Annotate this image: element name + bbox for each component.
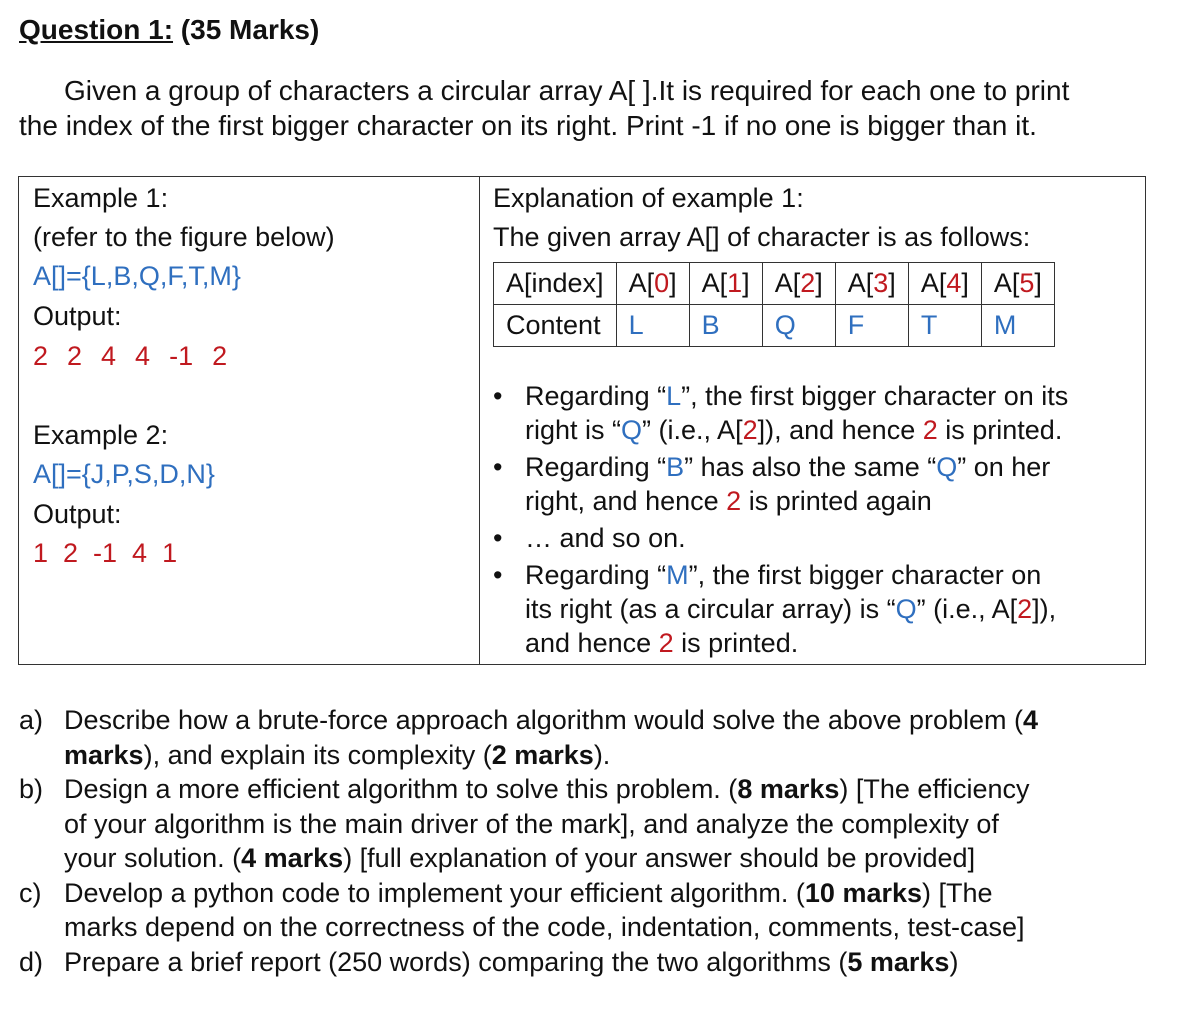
example1-output: 2 2 4 4 -1 2	[33, 341, 228, 371]
task-a: a) Describe how a brute-force approach algorithm would solve the above problem (4 marks), and explain its complexity (2 marks).	[19, 705, 1039, 770]
examples-column	[19, 177, 480, 664]
table-content-row	[494, 305, 1055, 347]
examples-box	[18, 176, 1146, 665]
task-label: b)	[19, 774, 44, 804]
example2-array: A[]={J,P,S,D,N}	[33, 459, 215, 489]
bullet-icon: •	[493, 381, 503, 411]
example1-title: Example 1:	[33, 183, 169, 213]
task-d: d) Prepare a brief report (250 words) comparing the two algorithms (5 marks)	[19, 945, 1184, 980]
list-item: • Regarding “B” has also the same “Q” on her right, and hence 2 is printed again	[493, 452, 1051, 516]
question-title	[19, 14, 319, 46]
bullet-icon: •	[493, 523, 503, 553]
table-cell: A[3]	[835, 263, 908, 305]
task-label: a)	[19, 705, 44, 735]
table-cell: B	[689, 305, 762, 347]
array-table	[493, 262, 1055, 347]
question-label: Question 1:	[19, 14, 174, 45]
table-cell: F	[835, 305, 908, 347]
table-header-row	[494, 263, 1055, 305]
bullet-icon: •	[493, 560, 503, 590]
example2-output-label: Output:	[33, 499, 122, 529]
table-cell: A[1]	[689, 263, 762, 305]
table-cell: T	[908, 305, 981, 347]
explanation-title: Explanation of example 1:	[493, 183, 804, 213]
table-cell: Q	[762, 305, 835, 347]
explanation-subtitle: The given array A[] of character is as follows:	[493, 222, 1031, 252]
intro-line-2: the index of the first bigger character on its right. Print -1 if no one is bigger than it.	[19, 110, 1037, 141]
table-cell: A[5]	[981, 263, 1054, 305]
explanation-bullets	[493, 379, 1133, 663]
explanation-column	[480, 177, 1145, 664]
problem-statement	[19, 73, 1179, 143]
list-item: • Regarding “L”, the first bigger character on its right is “Q” (i.e., A[2]), and hence 2 is printed.	[493, 381, 1069, 445]
list-item: • … and so on.	[493, 523, 686, 553]
bullet-icon: •	[493, 452, 503, 482]
example1-note: (refer to the figure below)	[33, 222, 335, 252]
intro-line-1: Given a group of characters a circular array A[ ].It is required for each one to print	[64, 75, 1070, 106]
list-item: • Regarding “M”, the first bigger character on its right (as a circular array) is “Q” (i.e., A[2]), and hence 2 is printed.	[493, 560, 1057, 658]
table-cell: A[index]	[494, 263, 617, 305]
table-cell: Content	[494, 305, 617, 347]
example2-output: 1 2 -1 4 1	[33, 538, 178, 568]
task-label: c)	[19, 877, 42, 908]
table-cell: A[4]	[908, 263, 981, 305]
example1-output-label: Output:	[33, 301, 122, 331]
task-c: c) Develop a python code to implement your efficient algorithm. (10 marks) [The marks depend on the correctness of the code, indentation, comments, test-case]	[19, 877, 1025, 942]
table-cell: M	[981, 305, 1054, 347]
example1-array: A[]={L,B,Q,F,T,M}	[33, 261, 241, 291]
table-cell: A[2]	[762, 263, 835, 305]
table-cell: L	[616, 305, 689, 347]
task-list	[19, 703, 1184, 979]
task-b: b) Design a more efficient algorithm to solve this problem. (8 marks) [The efficiency of your algorithm is the main driver of the mark], and analyze the complexity of your solution. (4 marks) [full explanation of your answer should be provided]	[19, 774, 1030, 873]
task-label: d)	[19, 946, 44, 977]
question-marks: (35 Marks)	[173, 14, 320, 45]
table-cell: A[0]	[616, 263, 689, 305]
example2-title: Example 2:	[33, 420, 169, 450]
